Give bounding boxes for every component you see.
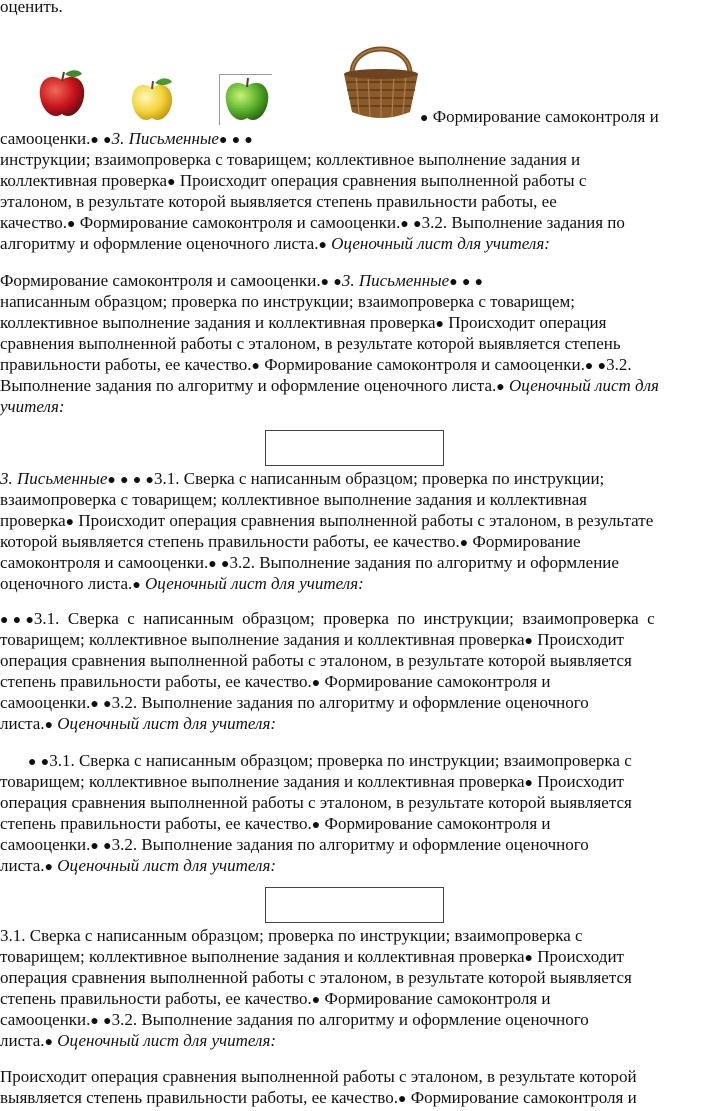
para3-line1: 3. Письменные● ● ● ●3.1. Сверка с написанным образцом; проверка по инструкции; xyxy=(0,469,605,488)
para5-line3: операция сравнения выполненной работы с эталоном, в результате которой выявляется xyxy=(0,793,632,812)
yellow-apple-icon xyxy=(128,76,176,124)
para1-line5: эталоном, в результате которой выявляется степень правильности работы, ее xyxy=(0,192,557,211)
para2-line3: коллективное выполнение задания и коллективная проверка● Происходит операция xyxy=(0,313,607,332)
para6-line5: самооценки.● ●3.2. Выполнение задания по алгоритму и оформление оценочного xyxy=(0,1010,589,1029)
para2-line2: написанным образцом; проверка по инструкции; взаимопроверка с товарищем; xyxy=(0,292,575,311)
para7-line1: Происходит операция сравнения выполненной работы с эталоном, в результате которой xyxy=(0,1067,637,1086)
top-word: оценить. xyxy=(0,0,63,16)
para3-line3: проверка● Происходит операция сравнения выполненной работы с эталоном, в результате xyxy=(0,511,654,530)
para1-line3: инструкции; взаимопроверка с товарищем; коллективное выполнение задания и xyxy=(0,150,581,169)
para2-line5: правильности работы, ее качество.● Формирование самоконтроля и самооценки.● ●3.2. xyxy=(0,355,632,374)
para1-line6: качество.● Формирование самоконтроля и самооценки.● ●3.2. Выполнение задания по xyxy=(0,213,625,232)
para6-line6: листа.● Оценочный лист для учителя: xyxy=(0,1031,277,1050)
para1-line7: алгоритму и оформление оценочного листа.● Оценочный лист для учителя: xyxy=(0,234,550,253)
para6-line4: степень правильности работы, ее качество.● Формирование самоконтроля и xyxy=(0,989,551,1008)
para2-line1: Формирование самоконтроля и самооценки.● ●3. Письменные● ● ● xyxy=(0,271,484,290)
para1-line1: ● Формирование самоконтроля и xyxy=(420,107,659,126)
para4-line6: листа.● Оценочный лист для учителя: xyxy=(0,714,277,733)
para1-line4: коллективная проверка● Происходит операция сравнения выполненной работы с xyxy=(0,171,587,190)
red-apple-icon xyxy=(36,68,88,120)
para2-line4: сравнения выполненной работы с эталоном, в результате которой выявляется степень xyxy=(0,334,621,353)
empty-frame-1 xyxy=(265,430,444,466)
para5-line5: самооценки.● ●3.2. Выполнение задания по алгоритму и оформление оценочного xyxy=(0,835,589,854)
basket-image xyxy=(340,30,422,120)
para5-line6: листа.● Оценочный лист для учителя: xyxy=(0,856,277,875)
para4-line1: ● ● ●3.1. Сверка с написанным образцом; проверка по инструкции; взаимопроверка с xyxy=(0,609,655,628)
para3-line5: самоконтроля и самооценки.● ●3.2. Выполнение задания по алгоритму и оформление xyxy=(0,553,619,572)
green-apple-icon xyxy=(222,76,272,124)
para6-line3: операция сравнения выполненной работы с эталоном, в результате которой выявляется xyxy=(0,968,632,987)
para5-line4: степень правильности работы, ее качество.● Формирование самоконтроля и xyxy=(0,814,551,833)
para6-line2: товарищем; коллективное выполнение задания и коллективная проверка● Происходит xyxy=(0,947,624,966)
para7-line2: выявляется степень правильности работы, ее качество.● Формирование самоконтроля и xyxy=(0,1088,637,1107)
para3-line2: взаимопроверка с товарищем; коллективное выполнение задания и коллективная xyxy=(0,490,587,509)
para4-line3: операция сравнения выполненной работы с эталоном, в результате которой выявляется xyxy=(0,651,632,670)
para5-line1: ● ●3.1. Сверка с написанным образцом; проверка по инструкции; взаимопроверка с xyxy=(28,751,632,770)
empty-frame-2 xyxy=(265,887,444,923)
para1-line2: самооценки.● ●3. Письменные● ● ● xyxy=(0,129,253,148)
para4-line5: самооценки.● ●3.2. Выполнение задания по алгоритму и оформление оценочного xyxy=(0,693,589,712)
para2-line7: учителя: xyxy=(0,397,65,416)
para3-line6: оценочного листа.● Оценочный лист для учителя: xyxy=(0,574,364,593)
para2-line6: Выполнение задания по алгоритму и оформление оценочного листа.● Оценочный лист для xyxy=(0,376,659,395)
para3-line4: которой выявляется степень правильности работы, ее качество.● Формирование xyxy=(0,532,581,551)
para5-line2: товарищем; коллективное выполнение задания и коллективная проверка● Происходит xyxy=(0,772,624,791)
para4-line2: товарищем; коллективное выполнение задания и коллективная проверка● Происходит xyxy=(0,630,624,649)
para4-line4: степень правильности работы, ее качество.● Формирование самоконтроля и xyxy=(0,672,551,691)
para6-line1: 3.1. Сверка с написанным образцом; проверка по инструкции; взаимопроверка с xyxy=(0,926,583,945)
basket-icon xyxy=(340,30,422,120)
